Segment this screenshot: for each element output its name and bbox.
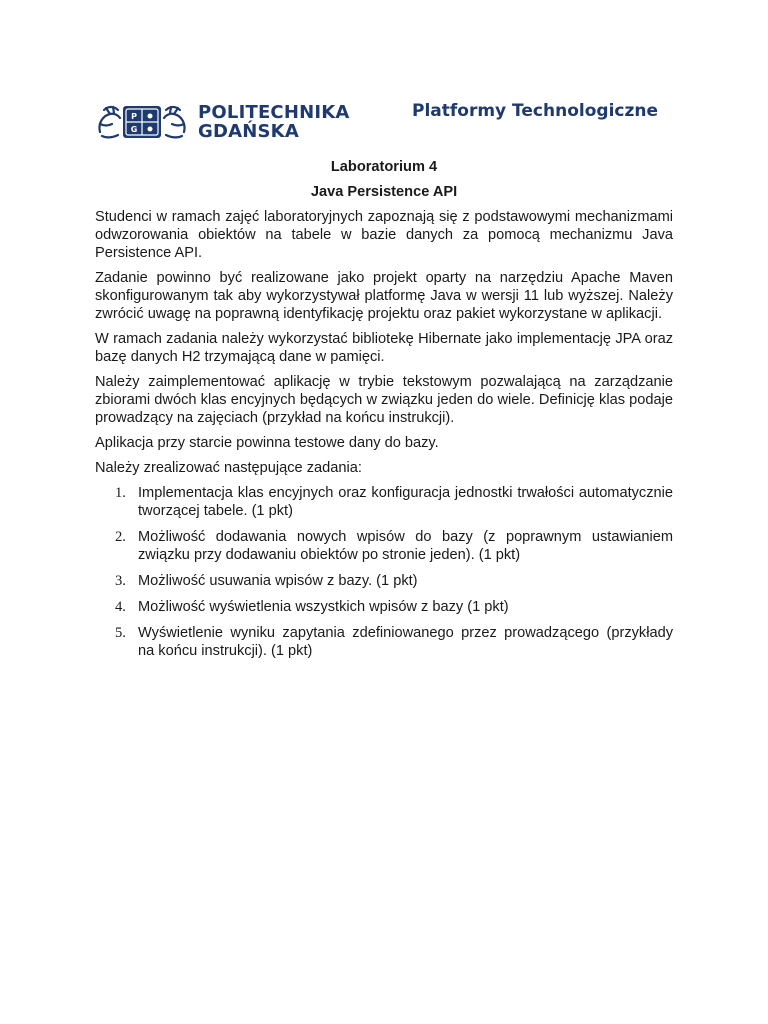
- task-text: Wyświetlenie wyniku zapytania zdefiniowanego przez prowadzącego (przykłady na końcu instrukcji). (1 pkt): [138, 625, 673, 659]
- task-number: 4.: [115, 599, 126, 615]
- lab-subject-heading: Java Persistence API: [310, 184, 458, 200]
- list-item: [95, 598, 673, 616]
- university-name-line2: GDAŃSKA: [198, 121, 299, 142]
- paragraph-maven: Zadanie powinno być realizowane jako projekt oparty na narzędziu Apache Maven skonfigurowanym tak aby wykorzystywał platformę Java w wersji 11 lub wyższej. Należy zwrócić uwagę na poprawną identyfikację projektu oraz pakiet wykorzystane w aplikacji.: [95, 270, 673, 322]
- svg-text:P: P: [131, 112, 137, 121]
- svg-text:G: G: [130, 125, 138, 134]
- course-title: Platformy Technologiczne: [412, 101, 658, 121]
- paragraph-hibernate: W ramach zadania należy wykorzystać bibliotekę Hibernate jako implementację JPA oraz bazę danych H2 trzymającą dane w pamięci.: [95, 331, 673, 365]
- task-list: [95, 484, 673, 660]
- university-crest-icon: [96, 102, 188, 142]
- university-name-line1: POLITECHNIKA: [198, 102, 350, 123]
- document-body: [95, 158, 673, 668]
- task-text: Możliwość wyświetlenia wszystkich wpisów z bazy (1 pkt): [138, 599, 509, 615]
- paragraph-application: Należy zaimplementować aplikację w trybie tekstowym pozwalającą na zarządzanie zbiorami dwóch klas encyjnych będących w związku jeden do wiele. Definicję klas podaje prowadzący na zajęciach (przykład na końcu instrukcji).: [95, 374, 673, 426]
- task-number: 2.: [115, 529, 126, 545]
- task-number: 1.: [115, 485, 126, 501]
- task-number: 3.: [115, 573, 126, 589]
- list-item: [95, 624, 673, 660]
- task-text: Możliwość usuwania wpisów z bazy. (1 pkt): [138, 573, 418, 589]
- task-text: Możliwość dodawania nowych wpisów do bazy (z poprawnym ustawianiem związku przy dodawaniu obiektów po stronie jeden). (1 pkt): [138, 529, 673, 563]
- university-name: [198, 103, 350, 141]
- list-item: [95, 484, 673, 520]
- paragraph-intro: Studenci w ramach zajęć laboratoryjnych zapoznają się z podstawowymi mechanizmami odwzorowania obiektów na tabele w bazie danych za pomocą mechanizmu Java Persistence API.: [95, 209, 673, 261]
- task-text: Implementacja klas encyjnych oraz konfiguracja jednostki trwałości automatycznie tworzącej tabele. (1 pkt): [138, 485, 673, 519]
- lab-number-heading: Laboratorium 4: [330, 159, 438, 175]
- paragraph-startup: Aplikacja przy starcie powinna testowe dany do bazy.: [95, 435, 439, 451]
- paragraph-tasks-intro: Należy zrealizować następujące zadania:: [95, 460, 362, 476]
- task-number: 5.: [115, 625, 126, 641]
- list-item: [95, 528, 673, 564]
- list-item: [95, 572, 673, 590]
- university-logo: [96, 100, 350, 144]
- page-header: [96, 100, 676, 144]
